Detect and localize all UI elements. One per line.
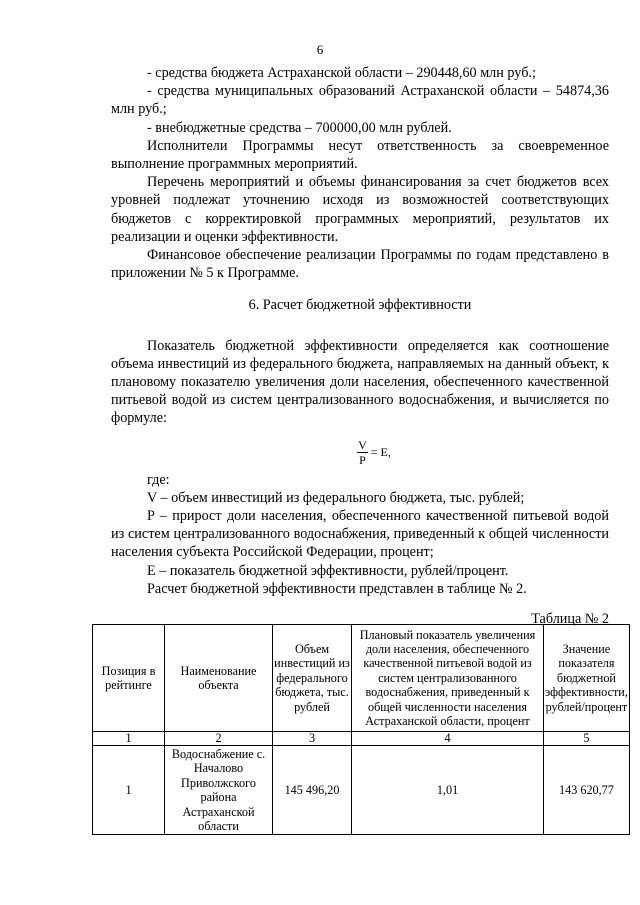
header-object-name: Наименование объекта (165, 625, 273, 732)
table-column-numbers-row (93, 732, 630, 746)
cell-investment: 145 496,20 (273, 746, 352, 835)
section-heading: 6. Расчет бюджетной эффективности (248, 297, 472, 314)
paragraph-indicator-definition: Показатель бюджетной эффективности определяется как соотношение объема инвестиций из федерального бюджета, направляемых на данный объект, к плановому показателю увеличения доли населения, обеспеченного качественной питьевой водой из систем централизованного водоснабжения, и вычисляется по формуле: (111, 337, 609, 427)
column-number: 1 (93, 732, 165, 746)
formula-denominator: P (359, 452, 366, 467)
column-number: 2 (165, 732, 273, 746)
document-body (111, 64, 609, 638)
paragraph-regional-budget: - средства бюджета Астраханской области – 290448,60 млн руб.; (147, 65, 536, 81)
header-efficiency-value: Значение показателя бюджетной эффективности, рублей/процент (544, 625, 630, 732)
definition-p: P – прирост доли населения, обеспеченного качественной питьевой водой из систем централизованного водоснабжения, приведенный к общей численности населения субъекта Российской Федерации, процент; (111, 508, 609, 561)
definition-v: V – объем инвестиций из федерального бюджета, тыс. рублей; (147, 489, 525, 506)
header-position: Позиция в рейтинге (93, 625, 165, 732)
table-caption: Таблица № 2 (531, 611, 609, 628)
column-number: 5 (544, 732, 630, 746)
column-number: 3 (273, 732, 352, 746)
paragraph-executors: Исполнители Программы несут ответственность за своевременное выполнение программных мероприятий. (111, 137, 609, 173)
cell-planned-indicator: 1,01 (352, 746, 544, 835)
formula-result: = E, (370, 445, 391, 460)
efficiency-table (92, 624, 630, 835)
header-investment: Объем инвестиций из федерального бюджета, тыс. рублей (273, 625, 352, 732)
paragraph-activities-list: Перечень мероприятий и объемы финансирования за счет бюджетов всех уровней подлежат уточнению исходя из возможностей соответствующих бюджетов с корректировкой программных мероприятий, результатов их реализации и оценки эффективности. (111, 174, 609, 245)
paragraph-municipal-budget: - средства муниципальных образований Астраханской области – 54874,36 млн руб.; (111, 83, 609, 118)
cell-position: 1 (93, 746, 165, 835)
paragraph-table-reference: Расчет бюджетной эффективности представлен в таблице № 2. (147, 580, 527, 597)
cell-efficiency-value: 143 620,77 (544, 746, 630, 835)
formula (111, 438, 609, 467)
header-planned-indicator: Плановый показатель увеличения доли населения, обеспеченного качественной питьевой водой из систем централизованного водоснабжения, приведенный к общей численности населения Астраханской области, процент (352, 625, 544, 732)
cell-object-name: Водоснабжение с. Началово Приволжского района Астраханской области (165, 746, 273, 835)
table-header-row (93, 625, 630, 732)
paragraph-where: где: (147, 471, 170, 488)
paragraph-financing: Финансовое обеспечение реализации Программы по годам представлено в приложении № 5 к Программе. (111, 247, 609, 282)
table-row (93, 746, 630, 835)
page-number: 6 (316, 42, 324, 57)
column-number: 4 (352, 732, 544, 746)
formula-numerator: V (358, 437, 367, 452)
definition-e: E – показатель бюджетной эффективности, рублей/процент. (147, 562, 509, 579)
formula-fraction (357, 438, 368, 467)
paragraph-extrabudgetary: - внебюджетные средства – 700000,00 млн рублей. (147, 119, 452, 136)
